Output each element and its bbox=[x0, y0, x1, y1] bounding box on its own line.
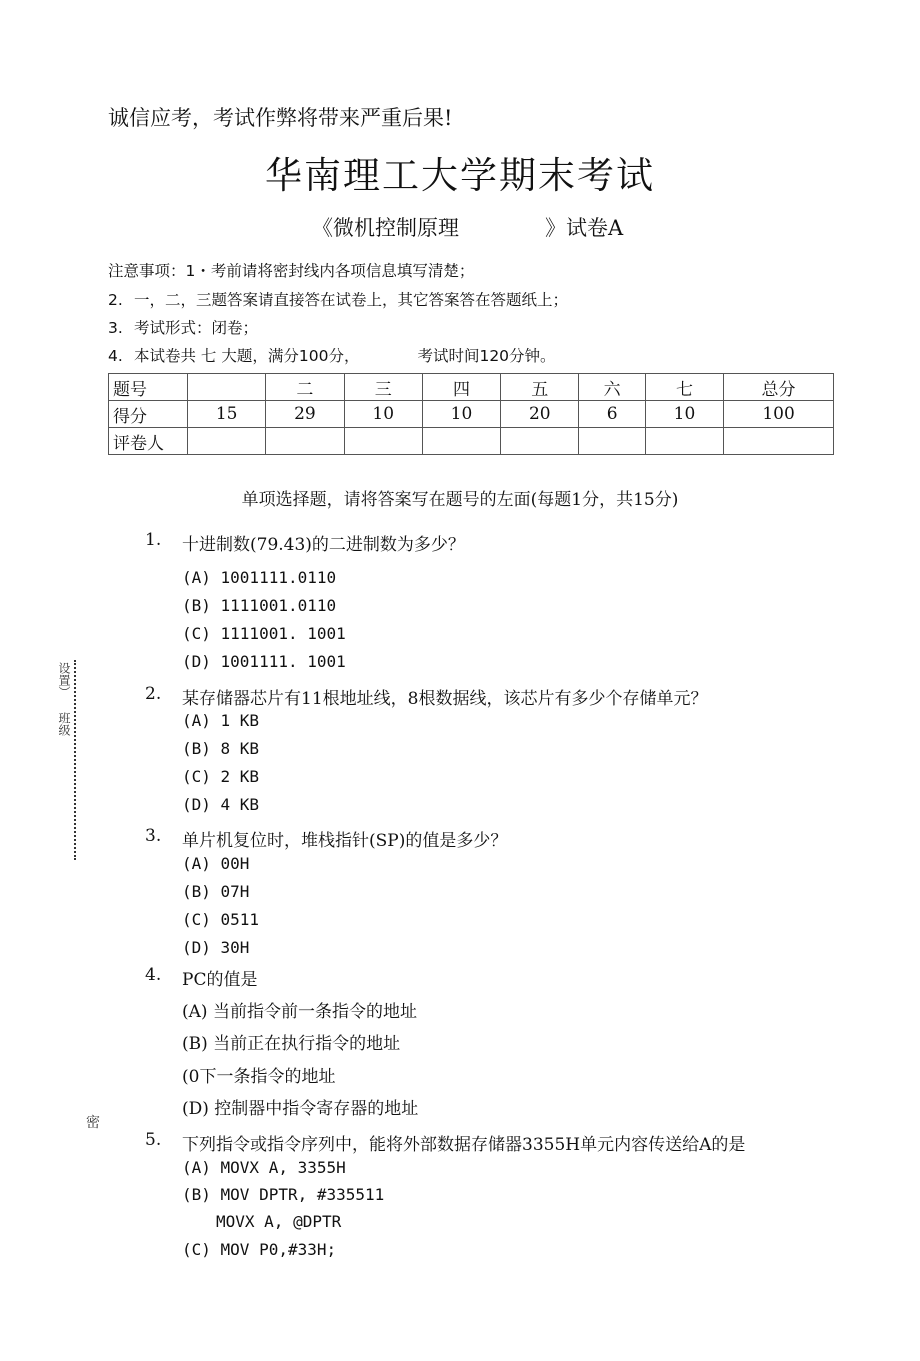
row-label: 题号 bbox=[109, 374, 188, 401]
subtitle-course: 《微机控制原理 bbox=[312, 216, 459, 240]
table-row bbox=[109, 374, 834, 401]
margin-fragment: 设置） bbox=[57, 662, 71, 698]
note-num: 1・ bbox=[185, 262, 211, 280]
header-cell: 六 bbox=[579, 374, 645, 401]
header-cell: 二 bbox=[266, 374, 344, 401]
note-text: 考前请将密封线内各项信息填写清楚； bbox=[210, 262, 475, 280]
score-cell: 100 bbox=[724, 401, 834, 428]
question-number: 3. bbox=[145, 826, 162, 846]
question-text: PC的值是 bbox=[182, 970, 258, 990]
score-cell: 10 bbox=[344, 401, 422, 428]
score-cell: 15 bbox=[188, 401, 266, 428]
header-cell: 四 bbox=[422, 374, 500, 401]
option: (C) MOV P0,#33H; bbox=[182, 1240, 337, 1259]
section-heading: 单项选择题，请将答案写在题号的左面(每题1分，共15分) bbox=[241, 490, 679, 510]
grader-cell bbox=[724, 428, 834, 455]
option: (0下一条指令的地址 bbox=[182, 1067, 336, 1087]
option: (D) 4 KB bbox=[182, 795, 260, 814]
grader-cell bbox=[645, 428, 723, 455]
note-line-1 bbox=[108, 259, 474, 281]
note-num: 4. bbox=[108, 347, 123, 365]
honesty-notice: 诚信应考，考试作弊将带来严重后果! bbox=[108, 106, 453, 130]
grader-cell bbox=[501, 428, 579, 455]
header-cell: 三 bbox=[344, 374, 422, 401]
question-number: 4. bbox=[145, 965, 162, 985]
exam-title: 华南理工大学期末考试 bbox=[265, 154, 655, 197]
score-cell: 10 bbox=[422, 401, 500, 428]
margin-fragment: 班级 bbox=[57, 712, 71, 736]
exam-subtitle bbox=[312, 212, 623, 242]
option: (D) 1001111. 1001 bbox=[182, 652, 346, 671]
notes-heading: 注意事项： bbox=[108, 262, 186, 280]
option: (A) 1001111.0110 bbox=[182, 568, 337, 587]
header-cell: 七 bbox=[645, 374, 723, 401]
option: (C) 0511 bbox=[182, 910, 260, 929]
table-row bbox=[109, 428, 834, 455]
seal-mark: 密 bbox=[86, 1115, 100, 1131]
grader-cell bbox=[266, 428, 344, 455]
row-label: 评卷人 bbox=[109, 428, 188, 455]
question-number: 1. bbox=[145, 530, 162, 550]
question-number: 5. bbox=[145, 1130, 162, 1150]
note-text: 一，二，三题答案请直接答在试卷上，其它答案答在答题纸上； bbox=[134, 291, 569, 309]
header-cell: 五 bbox=[501, 374, 579, 401]
score-cell: 20 bbox=[501, 401, 579, 428]
option: (A) 当前指令前一条指令的地址 bbox=[182, 1002, 417, 1022]
note-line-3 bbox=[108, 316, 258, 338]
table-row bbox=[109, 401, 834, 428]
score-cell: 10 bbox=[645, 401, 723, 428]
question-text: 下列指令或指令序列中，能将外部数据存储器3355H单元内容传送给A的是 bbox=[182, 1135, 746, 1155]
question-number: 2. bbox=[145, 684, 162, 704]
question-text: 单片机复位时，堆栈指针(SP)的值是多少？ bbox=[182, 831, 508, 851]
row-label: 得分 bbox=[109, 401, 188, 428]
option: (B) 07H bbox=[182, 882, 250, 901]
grader-cell bbox=[422, 428, 500, 455]
grader-cell bbox=[344, 428, 422, 455]
grader-cell bbox=[579, 428, 645, 455]
option-continuation: MOVX A, @DPTR bbox=[216, 1212, 342, 1231]
option: (A) 1 KB bbox=[182, 711, 260, 730]
option: (C) 1111001. 1001 bbox=[182, 624, 346, 643]
option: (B) 8 KB bbox=[182, 739, 260, 758]
subtitle-paper: 》试卷A bbox=[545, 216, 624, 240]
note-line-4 bbox=[108, 344, 556, 366]
note-num: 3. bbox=[108, 319, 123, 337]
grader-cell bbox=[188, 428, 266, 455]
note-extra: 考试时间120分钟。 bbox=[417, 347, 556, 365]
question-text: 某存储器芯片有11根地址线，8根数据线，该芯片有多少个存储单元？ bbox=[182, 689, 708, 709]
option: (A) MOVX A, 3355H bbox=[182, 1158, 346, 1177]
note-num: 2. bbox=[108, 291, 123, 309]
note-text: 本试卷共 七 大题，满分100分， bbox=[134, 347, 360, 365]
score-table bbox=[108, 373, 834, 455]
question-text: 十进制数(79.43)的二进制数为多少？ bbox=[182, 535, 465, 555]
header-cell: 总分 bbox=[724, 374, 834, 401]
score-cell: 6 bbox=[579, 401, 645, 428]
option: (D) 控制器中指令寄存器的地址 bbox=[182, 1099, 419, 1119]
option: (B) 当前正在执行指令的地址 bbox=[182, 1034, 401, 1054]
seal-line-dots bbox=[74, 660, 84, 860]
option: (B) 1111001.0110 bbox=[182, 596, 337, 615]
note-text: 考试形式：闭卷； bbox=[134, 319, 259, 337]
note-line-2 bbox=[108, 288, 568, 310]
score-cell: 29 bbox=[266, 401, 344, 428]
option: (C) 2 KB bbox=[182, 767, 260, 786]
option: (D) 30H bbox=[182, 938, 250, 957]
option: (A) 00H bbox=[182, 854, 250, 873]
option: (B) MOV DPTR, #335511 bbox=[182, 1185, 385, 1204]
header-cell bbox=[188, 374, 266, 401]
